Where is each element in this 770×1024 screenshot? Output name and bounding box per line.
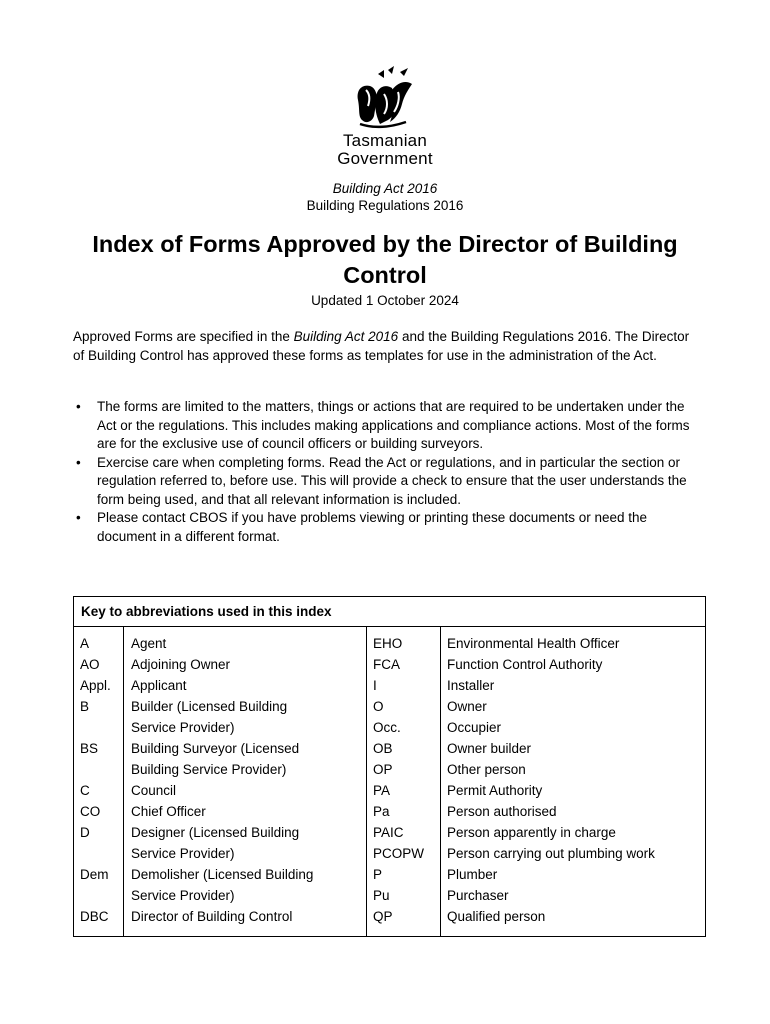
abbreviation-code [80,759,111,780]
abbreviation-code [80,885,111,906]
column-divider [440,627,441,936]
guidance-list [73,398,703,546]
abbreviation-code: AO [80,657,100,672]
bullet-icon: • [76,454,81,470]
logo-text-tasmanian: Tasmanian [342,131,427,150]
abbreviation-meaning: Permit Authority [447,783,543,798]
abbreviation-code: A [80,636,90,651]
intro-text-before: Approved Forms are specified in the [73,329,294,344]
logo-text-government: Government [337,149,433,168]
intro-text-after: and the Building Regulations 2016. The Director of Building Control has approved these forms as templates for use in the administration of the Act. [73,329,690,363]
column-divider [366,627,367,936]
abbreviation-meaning: Service Provider) [131,888,235,903]
abbreviation-code: BS [80,741,99,756]
abbreviation-meaning: Installer [447,678,495,693]
abbreviations-table [73,596,706,937]
abbreviation-meaning: Designer (Licensed Building [131,825,300,840]
abbreviation-meaning: Owner [447,699,487,714]
abbreviation-code: QP [373,909,393,924]
guidance-text: Please contact CBOS if you have problems viewing or printing these documents or need the document in a different format. [97,510,648,544]
abbreviation-code: Pu [373,888,390,903]
left-meanings-column [131,633,313,927]
bullet-icon: • [76,399,81,414]
abbreviation-code: C [80,783,90,798]
updated-date: Updated 1 October 2024 [311,293,459,308]
abbreviation-code: O [373,699,384,714]
guidance-list-item [73,509,703,546]
abbreviation-code: Appl. [80,678,111,693]
abbreviation-code: FCA [373,657,400,672]
abbreviation-meaning: Director of Building Control [131,909,293,924]
regulations-subtitle: Building Regulations 2016 [306,198,464,213]
abbreviation-code: OB [373,741,393,756]
tasmanian-government-logo [326,66,444,170]
abbreviation-code: Pa [373,804,390,819]
guidance-list-item [73,398,703,454]
abbreviation-code [80,843,111,864]
abbreviation-code: PCOPW [373,846,425,861]
abbreviation-code: PA [373,783,391,798]
abbreviation-meaning: Occupier [447,720,502,735]
abbreviation-meaning: Plumber [447,867,498,882]
abbreviation-code: EHO [373,636,403,651]
abbreviation-meaning: Adjoining Owner [131,657,231,672]
abbreviation-meaning: Agent [131,636,167,651]
abbreviations-table-header: Key to abbreviations used in this index [74,597,705,627]
abbreviation-meaning: Council [131,783,177,798]
right-meanings-column [447,633,655,927]
abbreviation-meaning: Qualified person [447,909,546,924]
abbreviation-meaning: Person carrying out plumbing work [447,846,655,861]
intro-text-act: Building Act 2016 [293,329,399,344]
guidance-list-item [73,454,703,510]
abbreviation-code: PAIC [373,825,404,840]
abbreviation-meaning: Building Service Provider) [131,762,287,777]
bullet-icon: • [76,510,81,525]
abbreviation-meaning: Building Surveyor (Licensed [131,741,300,756]
abbreviation-code: OP [373,762,393,777]
abbreviation-meaning: Applicant [131,678,187,693]
abbreviation-code: I [373,678,377,693]
abbreviation-meaning: Service Provider) [131,720,235,735]
abbreviation-meaning: Function Control Authority [447,657,603,672]
abbreviation-code: Occ. [373,720,401,735]
abbreviation-meaning: Person apparently in charge [447,825,616,840]
abbreviation-code: CO [80,804,101,819]
column-divider [123,627,124,936]
act-subtitle: Building Act 2016 [332,181,438,196]
abbreviation-meaning: Service Provider) [131,846,235,861]
thylacine-emblem-icon [348,66,422,130]
abbreviation-meaning: Owner builder [447,741,532,756]
guidance-text: Exercise care when completing forms. Read the Act or regulations, and in particular the section or regulation referred to, before use. This will provide a check to ensure that the user understands the form being used, and that all relevant information is included. [97,454,687,507]
abbreviation-meaning: Other person [447,762,526,777]
abbreviation-meaning: Demolisher (Licensed Building [131,867,314,882]
abbreviation-meaning: Person authorised [447,804,557,819]
abbreviation-code: B [80,699,90,714]
document-title: Index of Forms Approved by the Director of Building Control [92,231,678,288]
guidance-text: The forms are limited to the matters, things or actions that are required to be undertaken under the Act or the regulations. This includes making applications and compliance actions. Most of the forms are for the exclusive use of council officers or building surveyors. [97,399,690,451]
abbreviation-meaning: Chief Officer [131,804,206,819]
abbreviation-code: P [373,867,383,882]
abbreviation-meaning: Builder (Licensed Building [131,699,288,714]
abbreviation-code [80,717,111,738]
left-codes-column [80,633,111,927]
abbreviation-meaning: Environmental Health Officer [447,636,620,651]
abbreviation-code: DBC [80,909,109,924]
abbreviation-code: Dem [80,867,109,882]
right-codes-column [373,633,424,927]
abbreviation-meaning: Purchaser [447,888,509,903]
abbreviation-code: D [80,825,90,840]
intro-paragraph [73,328,703,365]
